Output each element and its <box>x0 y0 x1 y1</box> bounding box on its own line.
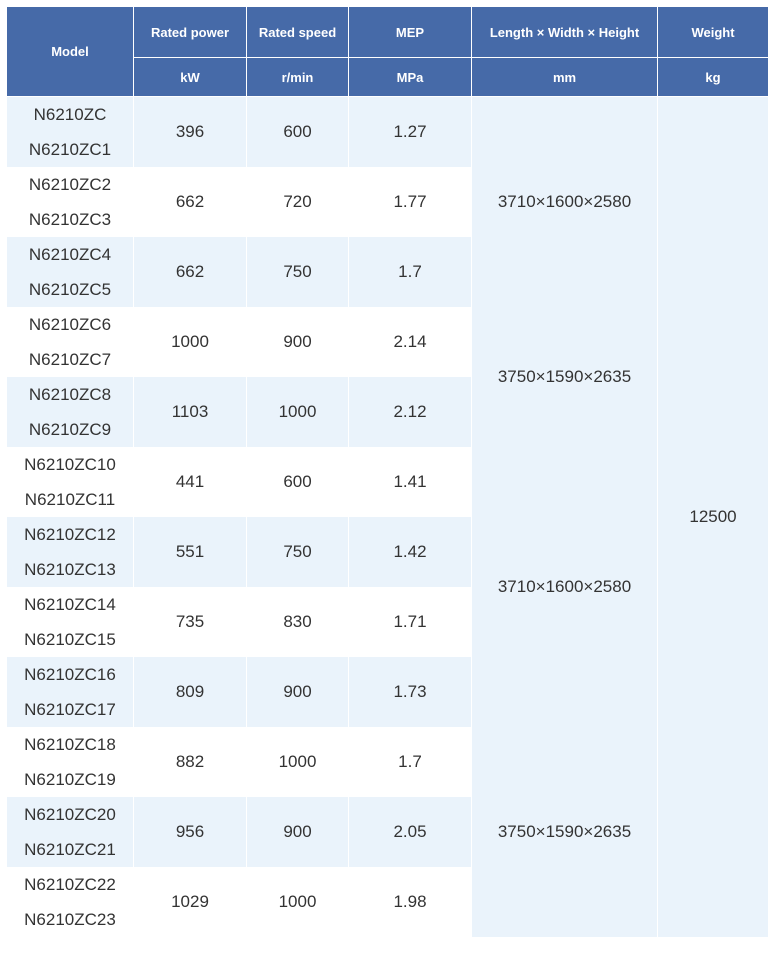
unit-rated-speed: r/min <box>247 58 349 97</box>
power-cell: 1029 <box>134 867 247 937</box>
spec-table-container <box>6 6 768 937</box>
mep-cell: 1.41 <box>349 447 472 517</box>
power-cell: 441 <box>134 447 247 517</box>
power-cell: 956 <box>134 797 247 867</box>
speed-cell: 1000 <box>247 377 349 447</box>
mep-cell: 1.77 <box>349 167 472 237</box>
speed-cell: 600 <box>247 97 349 168</box>
weight-cell: 12500 <box>658 97 769 938</box>
power-cell: 662 <box>134 237 247 307</box>
table-row <box>7 447 769 482</box>
model-cell: N6210ZC20 <box>7 797 134 832</box>
header-rated-speed: Rated speed <box>247 7 349 58</box>
mep-cell: 2.05 <box>349 797 472 867</box>
model-cell: N6210ZC16 <box>7 657 134 692</box>
unit-rated-power: kW <box>134 58 247 97</box>
model-cell: N6210ZC1 <box>7 132 134 167</box>
power-cell: 882 <box>134 727 247 797</box>
power-cell: 1000 <box>134 307 247 377</box>
power-cell: 396 <box>134 97 247 168</box>
model-cell: N6210ZC17 <box>7 692 134 727</box>
speed-cell: 750 <box>247 237 349 307</box>
model-cell: N6210ZC <box>7 97 134 133</box>
model-cell: N6210ZC2 <box>7 167 134 202</box>
mep-cell: 1.73 <box>349 657 472 727</box>
model-cell: N6210ZC15 <box>7 622 134 657</box>
mep-cell: 1.98 <box>349 867 472 937</box>
mep-cell: 1.7 <box>349 237 472 307</box>
table-row <box>7 307 769 342</box>
unit-dimensions: mm <box>472 58 658 97</box>
model-cell: N6210ZC21 <box>7 832 134 867</box>
mep-cell: 1.7 <box>349 727 472 797</box>
dimensions-cell: 3750×1590×2635 <box>472 307 658 447</box>
dimensions-cell: 3710×1600×2580 <box>472 97 658 308</box>
power-cell: 1103 <box>134 377 247 447</box>
unit-mep: MPa <box>349 58 472 97</box>
speed-cell: 900 <box>247 657 349 727</box>
model-cell: N6210ZC12 <box>7 517 134 552</box>
model-cell: N6210ZC7 <box>7 342 134 377</box>
table-row <box>7 727 769 762</box>
header-rated-power: Rated power <box>134 7 247 58</box>
power-cell: 735 <box>134 587 247 657</box>
model-cell: N6210ZC11 <box>7 482 134 517</box>
model-cell: N6210ZC8 <box>7 377 134 412</box>
speed-cell: 1000 <box>247 867 349 937</box>
dimensions-cell: 3710×1600×2580 <box>472 447 658 727</box>
speed-cell: 830 <box>247 587 349 657</box>
model-cell: N6210ZC14 <box>7 587 134 622</box>
model-cell: N6210ZC9 <box>7 412 134 447</box>
dimensions-cell: 3750×1590×2635 <box>472 727 658 937</box>
mep-cell: 1.71 <box>349 587 472 657</box>
model-cell: N6210ZC13 <box>7 552 134 587</box>
engine-spec-table <box>6 6 769 937</box>
model-cell: N6210ZC18 <box>7 727 134 762</box>
header-weight: Weight <box>658 7 769 58</box>
mep-cell: 1.27 <box>349 97 472 168</box>
power-cell: 662 <box>134 167 247 237</box>
model-cell: N6210ZC4 <box>7 237 134 272</box>
header-mep: MEP <box>349 7 472 58</box>
power-cell: 551 <box>134 517 247 587</box>
mep-cell: 2.14 <box>349 307 472 377</box>
header-model: Model <box>7 7 134 97</box>
table-row <box>7 97 769 133</box>
header-row <box>7 7 769 58</box>
model-cell: N6210ZC3 <box>7 202 134 237</box>
mep-cell: 1.42 <box>349 517 472 587</box>
model-cell: N6210ZC23 <box>7 902 134 937</box>
speed-cell: 750 <box>247 517 349 587</box>
header-dimensions: Length × Width × Height <box>472 7 658 58</box>
unit-weight: kg <box>658 58 769 97</box>
model-cell: N6210ZC10 <box>7 447 134 482</box>
speed-cell: 720 <box>247 167 349 237</box>
mep-cell: 2.12 <box>349 377 472 447</box>
model-cell: N6210ZC19 <box>7 762 134 797</box>
power-cell: 809 <box>134 657 247 727</box>
speed-cell: 600 <box>247 447 349 517</box>
model-cell: N6210ZC5 <box>7 272 134 307</box>
model-cell: N6210ZC6 <box>7 307 134 342</box>
model-cell: N6210ZC22 <box>7 867 134 902</box>
speed-cell: 900 <box>247 307 349 377</box>
speed-cell: 900 <box>247 797 349 867</box>
speed-cell: 1000 <box>247 727 349 797</box>
